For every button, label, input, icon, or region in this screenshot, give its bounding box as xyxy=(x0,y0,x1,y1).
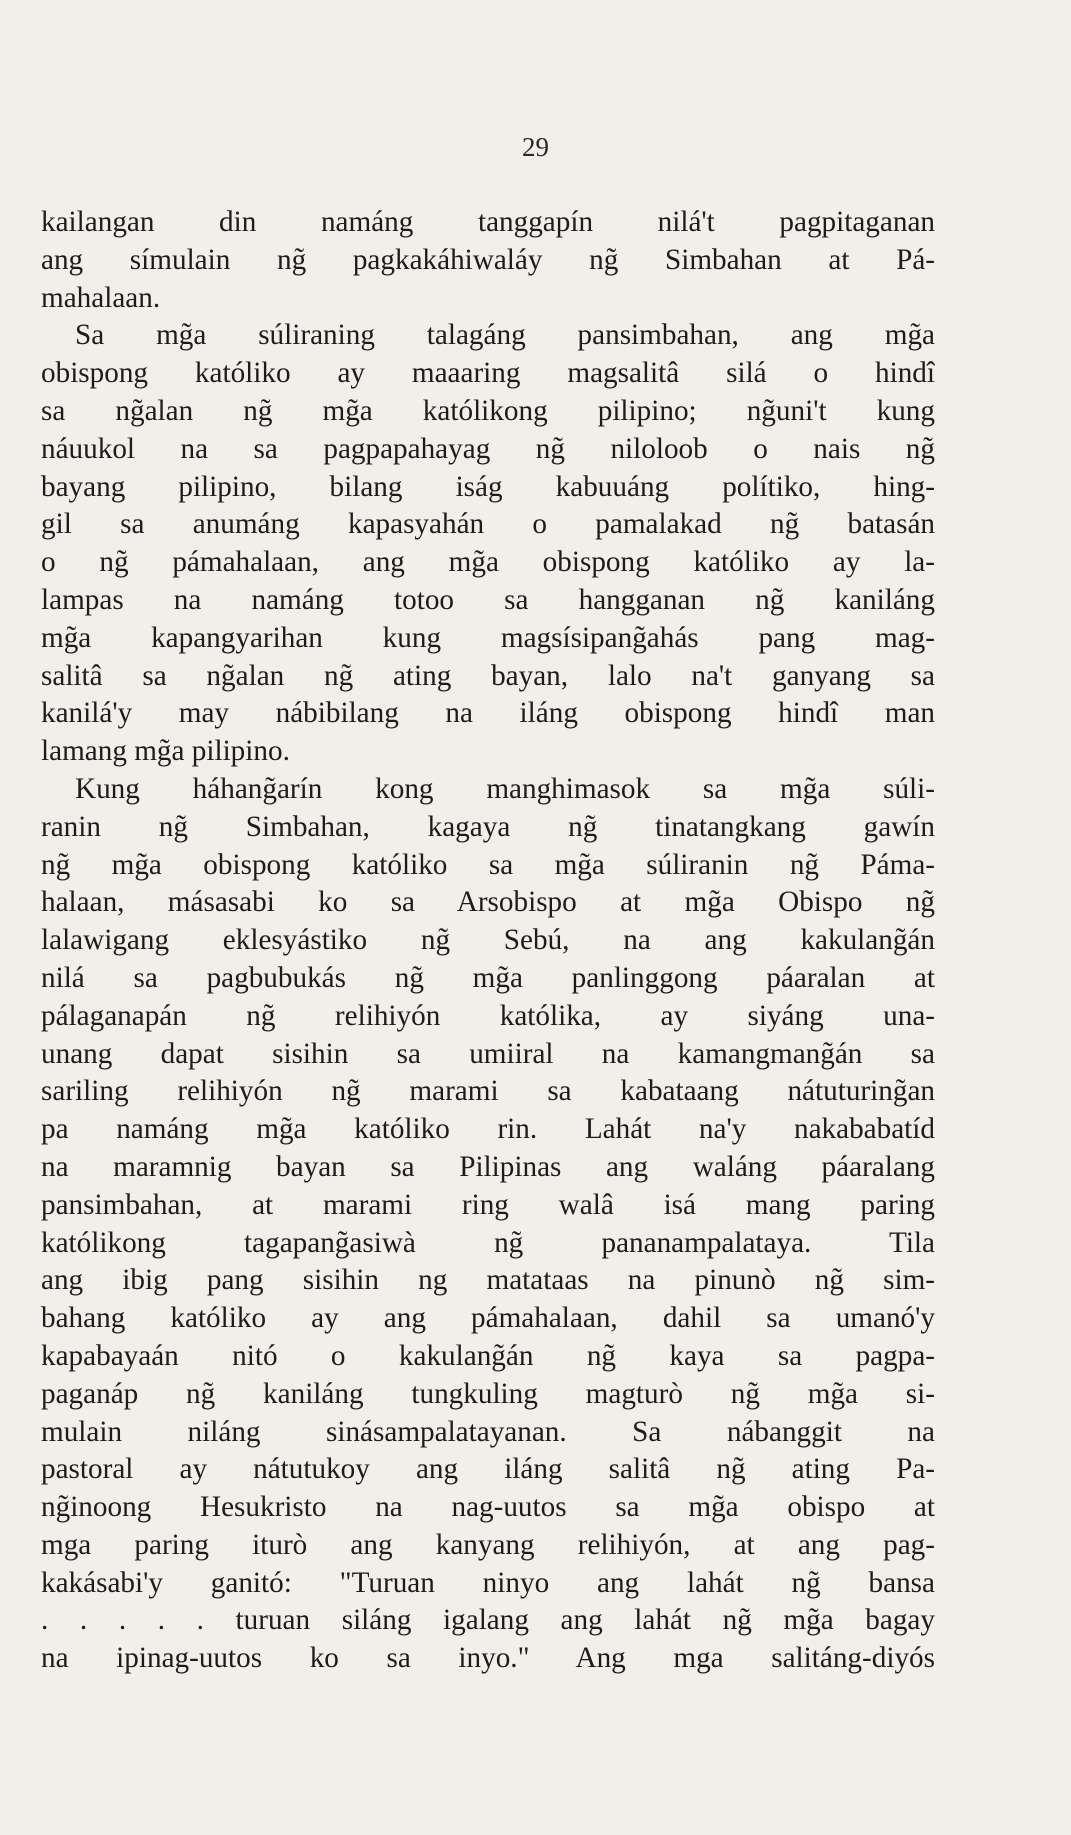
text-line: o ng̃ pámahalaan, ang mg̃a obispong katóliko ay la- xyxy=(41,546,935,579)
text-line: mga paring iturò ang kanyang relihiyón, at ang pag- xyxy=(41,1528,935,1561)
text-line: pa namáng mg̃a katóliko rin. Lahát na'y nakababatíd xyxy=(41,1113,935,1146)
text-line: salitâ sa ng̃alan ng̃ ating bayan, lalo na't ganyang sa xyxy=(41,659,935,692)
text-line: ang símulain ng̃ pagkakáhiwaláy ng̃ Simbahan at Pá- xyxy=(41,243,935,276)
text-line: unang dapat sisihin sa umiiral na kamangmang̃án sa xyxy=(41,1037,935,1070)
text-line: nilá sa pagbubukás ng̃ mg̃a panlinggong páaralan at xyxy=(41,961,935,994)
text-line: pastoral ay nátutukoy ang iláng salitâ ng̃ ating Pa- xyxy=(41,1453,935,1486)
text-line: . . . . . turuan siláng igalang ang lahát ng̃ mg̃a bagay xyxy=(41,1604,935,1637)
text-line: lalawigang eklesyástiko ng̃ Sebú, na ang kakulang̃án xyxy=(41,924,935,957)
page-number: 29 xyxy=(522,132,549,162)
text-line: bayang pilipino, bilang iság kabuuáng polítiko, hing- xyxy=(41,470,935,503)
text-line: kapabayaán nitó o kakulang̃án ng̃ kaya sa pagpa- xyxy=(41,1339,935,1372)
text-line: katólikong tagapang̃asiwà ng̃ pananampalataya. Tila xyxy=(41,1226,935,1259)
text-line: Sa mg̃a súliraning talagáng pansimbahan, ang mg̃a xyxy=(75,319,935,352)
text-line: mg̃a kapangyarihan kung magsísipang̃ahás pang mag- xyxy=(41,621,935,654)
text-line: sa ng̃alan ng̃ mg̃a katólikong pilipino; ng̃uni't kung xyxy=(41,394,935,427)
text-line: na maramnig bayan sa Pilipinas ang waláng páaralang xyxy=(41,1150,935,1183)
text-line: mulain niláng sinásampalatayanan. Sa nábanggit na xyxy=(41,1415,935,1448)
text-line: pansimbahan, at marami ring walâ isá mang paring xyxy=(41,1188,935,1221)
text-line: mahalaan. xyxy=(41,281,161,314)
text-line: sariling relihiyón ng̃ marami sa kabataang nátuturing̃an xyxy=(41,1075,935,1108)
text-line: kanilá'y may nábibilang na iláng obispong hindî man xyxy=(41,697,935,730)
text-line: pálaganapán ng̃ relihiyón katólika, ay siyáng una- xyxy=(41,999,935,1032)
body-text xyxy=(41,204,935,1678)
text-line: ng̃inoong Hesukristo na nag-uutos sa mg̃a obispo at xyxy=(41,1491,935,1524)
text-line: paganáp ng̃ kaniláng tungkuling magturò ng̃ mg̃a si- xyxy=(41,1377,935,1410)
text-line: halaan, másasabi ko sa Arsobispo at mg̃a Obispo ng̃ xyxy=(41,886,935,919)
text-line: obispong katóliko ay maaaring magsalitâ silá o hindî xyxy=(41,357,935,390)
text-line: bahang katóliko ay ang pámahalaan, dahil sa umanó'y xyxy=(41,1302,935,1335)
text-line: lampas na namáng totoo sa hangganan ng̃ kaniláng xyxy=(41,583,935,616)
text-line: ranin ng̃ Simbahan, kagaya ng̃ tinatangkang gawín xyxy=(41,810,935,843)
text-line: ng̃ mg̃a obispong katóliko sa mg̃a súliranin ng̃ Páma- xyxy=(41,848,935,881)
text-line: náuukol na sa pagpapahayag ng̃ niloloob o nais ng̃ xyxy=(41,432,935,465)
text-line: kakásabi'y ganitó: "Turuan ninyo ang lahát ng̃ bansa xyxy=(41,1566,935,1599)
text-line: Kung háhang̃arín kong manghimasok sa mg̃a súli- xyxy=(75,772,935,805)
text-line: lamang mg̃a pilipino. xyxy=(41,735,290,768)
text-line: na ipinag-uutos ko sa inyo." Ang mga salitáng-diyós xyxy=(41,1642,935,1675)
text-line: gil sa anumáng kapasyahán o pamalakad ng̃ batasán xyxy=(41,508,935,541)
text-line: kailangan din namáng tanggapín nilá't pagpitaganan xyxy=(41,206,935,238)
text-line: ang ibig pang sisihin ng matataas na pinunò ng̃ sim- xyxy=(41,1264,935,1297)
